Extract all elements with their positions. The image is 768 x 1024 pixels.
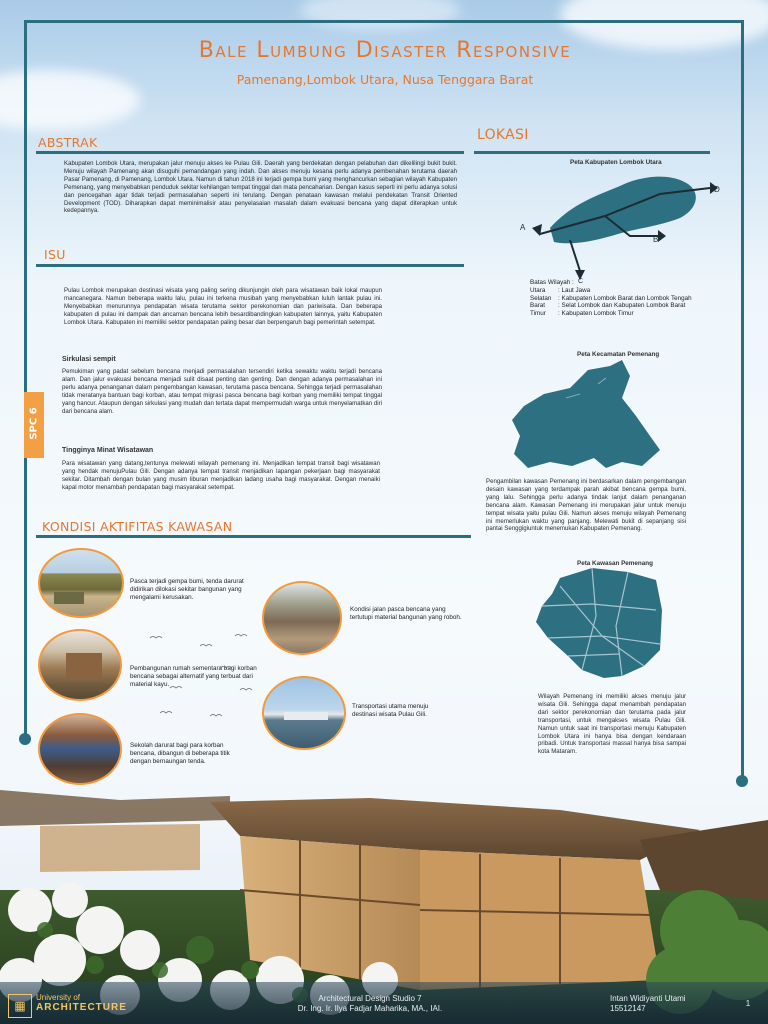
footer-center (240, 994, 500, 1014)
frame-end-dot (19, 733, 31, 745)
batas-value: : Laut Jawa (558, 286, 591, 294)
lokasi-heading: LOKASI (477, 127, 529, 143)
logo-main-text: ARCHITECTURE (36, 1002, 127, 1013)
batas-title: Batas Wilayah : (530, 279, 574, 286)
university-logo (36, 993, 127, 1014)
footer-student (610, 994, 730, 1014)
section-rule (36, 264, 464, 267)
map-point-a: A (520, 223, 526, 232)
page-title: Bale Lumbung Disaster Responsive (198, 38, 572, 63)
photo-boats (262, 676, 346, 750)
batas-row (530, 287, 710, 295)
map3-title: Peta Kawasan Pemenang (577, 560, 653, 567)
map-lombok-utara (510, 166, 720, 286)
sirkulasi-title: Sirkulasi sempit (62, 356, 116, 363)
map-point-b: B (653, 235, 659, 244)
batas-key: Selatan (530, 294, 552, 302)
cloud (300, 0, 460, 30)
kondisi-caption-2: Kondisi jalan pasca bencana yang tertutupi material bangunan yang roboh. (350, 606, 462, 621)
kondisi-caption-4: Transportasi utama menuju destinasi wisata Pulau Gili. (352, 703, 429, 718)
side-tag (24, 392, 44, 458)
frame-right-line (741, 20, 744, 780)
lecturer-name: Dr. Ing. Ir. Ilya Fadjar Maharika, MA., IAI. (297, 1004, 443, 1013)
section-rule (36, 535, 471, 538)
sirkulasi-body: Pemukiman yang padat sebelum bencana menjadi permasalahan tersendiri ketika sewaktu waktu terjadi bencana alam. Dan jalur evakuasi bencana menjadi sulit disaat penting dan genting. Dan dengan adanya permasalahan ini perlu adanya penanganan dalam pengembangan kawasan, terutama pasca bencana. Sehingga terjadi permasalahan tidak meratanya bantuan bagi korban, atau tempat migrasi pasca bencana bagi korban yang memiliki tempat tinggal yang hancur. Ataupun dengan sirkulasi yang mudah dan tertata dapat mempermudah warga untuk menyelamatkan diri dari bencana alam. (62, 368, 382, 415)
batas-value: : Kabupaten Lombok Timur (558, 310, 634, 318)
section-rule (36, 151, 464, 154)
photo-temporary-house (38, 629, 122, 701)
batas-row (530, 295, 710, 303)
side-tag-label: SPC 6 (28, 407, 40, 440)
map2-body: Pengambilan kawasan Pemenang ini berdasarkan dalam pengembangan desain kawasan yang terdampak parah akibat bencana gempa bumi, yang lalu. Sehingga perlu adanya tindak lanjut dalam penanganan bencana alam. Kawasan Pemenang ini merupakan jalur untuk menuju tempat wisata yaitu pulau Gili. Namun akses menuju wilayah Pemenang ini memerlukan waktu yang panjang. Melewati bukit di sepanjang sisi pantai Senggigiuntuk menemukan Kabupaten Pemenang. (486, 478, 686, 533)
kondisi-heading: KONDISI AKTIFITAS KAWASAN (42, 519, 233, 534)
student-id: 15512147 (610, 1004, 646, 1013)
map3-body: Wilayah Pemenang ini memiliki akses menuju jalur wisata Gili. Sehingga dapat menambah pendapatan dari sektor perekonomian dan terutama pada jalur transportasi, untuk mengakses wisata Pulau Gili. Namun untuk saat ini transportasi menuju Kabupaten Lombok Utara ini hanya bisa dengan kendaraan pribadi. Untuk transportasi massal hanya bisa sampai kota Mataram. (538, 693, 686, 756)
course-name: Architectural Design Studio 7 (318, 994, 422, 1003)
map2-title: Peta Kecamatan Pemenang (577, 351, 660, 358)
logo-small-text: University of (36, 993, 81, 1002)
isu-body: Pulau Lombok merupakan destinasi wisata yang paling sering dikunjungin oleh para wisatawan baik lokal maupun mancanegara. Namun beberapa waktu lalu, pulau ini terkena musibah yang menyebabkan luluh lantak pulau ini. Menyebabkan menurunnya pendapatan wisata terutama sektor perekonomian dan pariwisata. Dan beberapa kabupaten di pulau ini dampak dan ancaman bencana lebih besardibandingkan kabupaten lainnya, yaitu Kabupaten Lombok Utara. Kabupaten ini memiliki sektor pendapatan paling besar dan berpengaruh bagi pemerintah setempat. (64, 287, 382, 326)
map-point-d: D (714, 185, 720, 194)
page-subtitle: Pamenang,Lombok Utara, Nusa Tenggara Barat (236, 72, 534, 87)
map-point-c: C (578, 278, 584, 285)
map1-title: Peta Kabupaten Lombok Utara (570, 159, 662, 166)
frame-left-line (24, 20, 27, 738)
photo-school (38, 713, 122, 785)
kondisi-caption-5: Sekolah darurat bagi para korban bencana, dibangun di beberapa titik dengan bernaungan tenda. (130, 742, 230, 765)
batas-value: : Kabupaten Lombok Barat dan Lombok Tengah (558, 294, 692, 302)
batas-key: Utara (530, 286, 546, 294)
student-name: Intan Widiyanti Utami (610, 994, 686, 1003)
isu-heading: ISU (44, 247, 66, 262)
abstrak-heading: ABSTRAK (38, 135, 98, 150)
wisata-title: Tingginya Minat Wisatawan (62, 447, 154, 454)
abstrak-body: Kabupaten Lombok Utara, merupakan jalur menuju akses ke Pulau Gili. Daerah yang berdekatan dengan pelabuhan dan dikelilingi bukit bukit. Menuju wilayah Pamenang akan disuguhi pemandangan yang indah. Dan akses menuju kesana perlu adanya pembenahan terutama daerah Pasar Pamenang, di Pamenang, Lombok Utara. Namun di tahun 2018 ini terjadi gempa bumi yang menghancurkan sebagian wilayah Kabupaten Pemenang, yang menyebabkan penduduk sekitar kehilangan tempat tinggal dan mata pencaharian. Dengan kasus seperti ini perlu adanya solusi dan pencegahan agar tidak terjadi permasalahan seperti ini terulang. Dengan penataan kawasan melalui pendekatan Transit Oriented Development (TOD). Diharapkan dapat meminimalisir atau penyelasaian masalah dalam evakuasi bencana yang dapat diterapkan untuk kedepannya. (64, 160, 457, 215)
photo-tents (38, 548, 124, 618)
batas-row (530, 302, 710, 310)
map-kawasan-pemenang (532, 566, 672, 686)
batas-key: Barat (530, 302, 546, 310)
section-rule (474, 151, 710, 154)
kondisi-caption-1: Pasca terjadi gempa bumi, tenda darurat didirikan dilokasi sekitar bangunan yang mengalami kerusakan. (130, 578, 244, 601)
wisata-body: Para wisatawan yang datang,tentunya melewati wilayah pemenang ini. Menjadikan tempat transit bagi wisatawan yang hendak menujuPulau Gili. Dengan adanya tempat transit menjadikan lapangan pekerjaan bagi masyarakat sekitar. Ditambah dengan bulan yang musim liburan menjadikan ladang usaha bagi masyarakat. Dengan menaiki kapal motor menambah pendapatan bagi masyarakat setempat. (62, 460, 380, 491)
map-kecamatan-pemenang (510, 358, 690, 476)
batas-wilayah (530, 279, 710, 318)
photo-road (262, 581, 342, 655)
kondisi-caption-3: Pembangunan rumah sementara bagi korban bencana sebagai alternatif yang terbuat dari material kayu. (130, 665, 257, 688)
batas-row (530, 310, 710, 318)
university-logo-icon: ▦ (8, 994, 32, 1018)
birds-illustration (140, 628, 270, 728)
page-number: 1 (745, 999, 751, 1008)
batas-key: Timur (530, 310, 546, 318)
batas-value: : Selat Lombok dan Kabupaten Lombok Barat (558, 302, 686, 310)
frame-top-line (24, 20, 744, 23)
